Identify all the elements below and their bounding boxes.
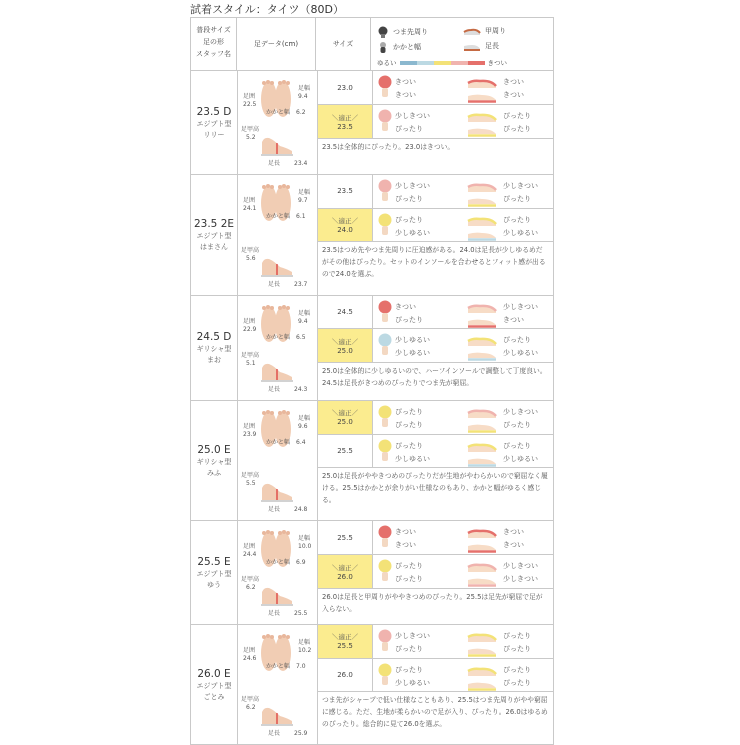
size-value: 23.5: [337, 187, 353, 196]
toe-heel-icons: [377, 525, 393, 549]
legend-toe: つま先周り: [377, 26, 428, 38]
staff-section: [191, 296, 553, 401]
staff-name: ごとみ: [203, 692, 225, 701]
fit-scale-bar: [400, 61, 485, 65]
foot-data: [238, 71, 318, 174]
staff-info: [191, 296, 238, 400]
foot-type: エジプト型: [196, 681, 232, 690]
foot-side-image: [260, 704, 294, 726]
toe-fit-icon: [377, 333, 393, 357]
fit-tag: ＼適正／: [332, 563, 358, 572]
heel-fit: 少しゆるい: [395, 678, 430, 687]
fit-row: [318, 625, 553, 659]
toe-fit: ぴったり: [395, 562, 423, 570]
toe-fit-icon: [377, 213, 393, 237]
fit-row: [318, 435, 553, 469]
toe-fit: きつい: [395, 528, 416, 536]
foot-measure-label: 足甲高: [241, 472, 260, 479]
foot-measure-label: 22.5: [243, 101, 257, 108]
fit-row: [318, 521, 553, 555]
toe-fit: 少しきつい: [395, 112, 430, 120]
foot-measure-label: 足幅: [298, 189, 311, 196]
foot-measure-label: 足甲高: [241, 576, 260, 583]
fit-row: [318, 329, 553, 362]
staff-info: [191, 521, 238, 624]
foot-measure-label: かかと幅: [266, 334, 291, 341]
length-fit-icon: [467, 91, 497, 103]
foot-measure-label: 足長: [268, 386, 281, 393]
fit-row: [318, 105, 553, 139]
size-cell: [318, 296, 373, 328]
toe-heel-icons: [377, 109, 393, 133]
staff-info: [191, 71, 238, 174]
toe-fit: 少しきつい: [395, 182, 430, 190]
size-cell: [318, 329, 373, 361]
foot-measure-label: 24.3: [294, 386, 308, 393]
instep-fit: きつい: [503, 528, 524, 536]
foot-measure-label: 6.9: [296, 559, 306, 566]
header-person: 普段サイズ 足の形 スタッフ名: [191, 18, 237, 70]
foot-measure-label: 足長: [268, 610, 281, 617]
foot-type: エジプト型: [196, 119, 232, 128]
foot-side-photo: [260, 255, 294, 281]
foot-measure-label: 9.6: [298, 423, 308, 430]
toe-fit-icon: [377, 663, 393, 687]
header-foot-data: 足データ(cm): [237, 18, 316, 70]
size-cell: [318, 659, 373, 692]
size-cell: [318, 625, 373, 658]
heel-fit: ぴったり: [395, 195, 423, 203]
foot-measure-label: かかと幅: [266, 213, 291, 220]
foot-data: [238, 401, 318, 520]
toe-fit: ぴったり: [395, 665, 423, 674]
length-fit: きつい: [503, 91, 524, 99]
foot-measure-label: 6.2: [246, 584, 256, 591]
toe-fit-icon: [377, 179, 393, 203]
foot-measure-label: 足幅: [298, 310, 311, 317]
size-value: 26.0: [337, 671, 353, 680]
fit-detail: [373, 435, 553, 468]
length-fit-icon: [467, 575, 497, 587]
staff-size: 23.5 2E: [193, 218, 235, 230]
toe-heel-icons: [377, 333, 393, 357]
length-icon: [463, 41, 481, 51]
fit-comment: 23.5は全体的にぴったり。23.0はきつい。: [322, 143, 455, 151]
fit-detail: [373, 555, 553, 588]
toe-heel-icons: [377, 75, 393, 99]
foot-top-photo: [258, 77, 294, 123]
heel-fit: ぴったり: [395, 575, 423, 583]
fit-detail: [373, 105, 553, 138]
toe-heel-icons: [377, 439, 393, 463]
length-fit-icon: [467, 349, 497, 361]
fit-row: [318, 71, 553, 105]
staff-name: みふ: [207, 468, 221, 477]
length-fit: ぴったり: [503, 421, 531, 429]
fit-results: [318, 625, 553, 744]
foot-data: [238, 175, 318, 295]
foot-measure-label: 10.0: [298, 543, 312, 550]
size-value: 26.0: [337, 572, 353, 581]
length-fit-icon: [467, 541, 497, 553]
staff-sections: [191, 71, 553, 744]
foot-measure-label: 足幅: [298, 85, 311, 92]
size-cell: [318, 209, 373, 242]
length-fit: 少しゆるい: [503, 454, 538, 463]
foot-measure-label: 足甲高: [241, 247, 260, 254]
fit-detail: [373, 625, 553, 658]
foot-measure-label: 足囲: [243, 318, 256, 325]
staff-size: 26.0 E: [197, 667, 231, 680]
foot-measure-label: 足甲高: [241, 696, 260, 703]
foot-type: エジプト型: [196, 569, 232, 578]
foot-measure-label: かかと幅: [266, 109, 291, 116]
staff-name: ゆう: [207, 580, 221, 589]
fit-detail: [373, 296, 553, 328]
length-fit: 少しゆるい: [503, 349, 538, 358]
fit-row: [318, 209, 553, 243]
foot-measure-label: 6.2: [296, 109, 306, 116]
size-value: 24.5: [337, 308, 353, 317]
toe-fit-icon: [377, 300, 393, 324]
fit-results: [318, 71, 553, 174]
scale-segment: [468, 61, 485, 65]
scale-segment: [451, 61, 468, 65]
toe-fit-icon: [377, 439, 393, 463]
foot-side-image: [260, 360, 294, 382]
toe-fit: ぴったり: [395, 441, 423, 450]
staff-info: [191, 625, 238, 744]
size-value: 24.0: [337, 226, 353, 235]
staff-size: 23.5 D: [196, 105, 232, 118]
legend-instep: 甲周り: [463, 26, 506, 36]
foot-measure-label: 9.4: [298, 93, 308, 100]
fit-tag: ＼適正／: [332, 113, 358, 122]
instep-fit: ぴったり: [503, 632, 531, 640]
toe-heel-icons: [377, 559, 393, 583]
staff-name: リリー: [203, 130, 225, 139]
length-icon-wrap: [467, 346, 497, 365]
size-value: 25.0: [337, 346, 353, 355]
toe-fit-icon: [377, 629, 393, 653]
foot-measure-label: 24.8: [294, 506, 308, 513]
foot-measure-label: 5.2: [246, 134, 256, 141]
header-size: サイズ: [316, 18, 371, 70]
foot-type: ギリシャ型: [196, 345, 232, 353]
foot-top-photo: [258, 527, 294, 573]
length-icon-wrap: [467, 572, 497, 591]
foot-measure-label: かかと幅: [266, 439, 291, 446]
fit-row: [318, 296, 553, 329]
heel-fit: 少しゆるい: [395, 349, 430, 358]
table-header: [191, 18, 553, 71]
heel-fit: きつい: [395, 541, 416, 549]
fit-row: [318, 401, 553, 435]
length-icon-wrap: [467, 676, 497, 695]
size-cell: [318, 175, 373, 208]
length-fit-icon: [467, 679, 497, 691]
length-fit-icon: [467, 229, 497, 241]
toe-heel-icons: [377, 405, 393, 429]
toe-fit-icon: [377, 559, 393, 583]
foot-measure-label: 足囲: [243, 647, 256, 654]
foot-top-photo: [258, 302, 294, 348]
staff-size: 25.5 E: [197, 555, 231, 568]
header-legend: [371, 18, 553, 70]
staff-size: 24.5 D: [196, 331, 232, 343]
length-icon-wrap: [467, 452, 497, 471]
foot-measure-label: 5.6: [246, 255, 256, 262]
foot-data: [238, 625, 318, 744]
foot-measure-label: 6.2: [246, 704, 256, 711]
heel-fit: ぴったり: [395, 316, 423, 324]
size-cell: [318, 401, 373, 434]
size-value: 25.5: [337, 447, 353, 456]
toe-heel-icons: [377, 663, 393, 687]
instep-fit: ぴったり: [503, 336, 531, 345]
foot-measure-label: 23.9: [243, 431, 257, 438]
fit-detail: [373, 175, 553, 208]
staff-section: [191, 521, 553, 625]
length-fit: ぴったり: [503, 195, 531, 203]
length-fit: きつい: [503, 316, 524, 324]
foot-side-image: [260, 584, 294, 606]
fit-detail: [373, 329, 553, 361]
foot-measure-label: かかと幅: [266, 559, 291, 566]
heel-fit: きつい: [395, 91, 416, 99]
fit-comment: つま先がシャープで低い仕様なこともあり、25.5はつま先周りがやや窮屈に感じる。ただ、生地が柔らかいので足が入り、ぴったり。26.0はゆるめのぴったり。総合的に見て26.0を選ぶ。: [322, 696, 548, 729]
heel-fit: 少しゆるい: [395, 228, 430, 237]
toe-heel-icons: [377, 629, 393, 653]
length-fit-icon: [467, 645, 497, 657]
foot-measure-label: 6.1: [296, 213, 306, 220]
instep-fit: 少しきつい: [503, 303, 538, 311]
size-value: 25.0: [337, 418, 353, 427]
size-cell: [318, 435, 373, 468]
foot-side-image: [260, 255, 294, 277]
foot-measure-label: 9.4: [298, 318, 308, 325]
foot-measure-label: 10.2: [298, 647, 312, 654]
foot-measure-label: 7.0: [296, 663, 306, 670]
size-cell: [318, 105, 373, 138]
instep-fit: 少しきつい: [503, 182, 538, 190]
toe-fit: 少しゆるい: [395, 336, 430, 345]
fit-tag: ＼適正／: [332, 633, 358, 642]
foot-measure-label: 24.4: [243, 551, 257, 558]
foot-measure-label: 足長: [268, 160, 281, 167]
staff-info: [191, 401, 238, 520]
length-icon-wrap: [467, 226, 497, 245]
size-value: 23.5: [337, 122, 353, 131]
size-value: 25.5: [337, 533, 353, 542]
instep-fit: きつい: [503, 78, 524, 86]
fit-comment: 25.0は足長がややきつめのぴったりだが生地がやわらかいので窮屈なく履ける。25.5はかかとが余りがい仕様なのもあり、かかと幅がゆるく感じる。: [322, 472, 548, 505]
foot-measure-label: 6.5: [296, 334, 306, 341]
staff-section: [191, 175, 553, 296]
foot-side-image: [260, 134, 294, 156]
foot-top-photo: [258, 631, 294, 677]
heel-fit: ぴったり: [395, 125, 423, 133]
foot-measure-label: 24.1: [243, 205, 257, 212]
staff-section: [191, 401, 553, 521]
fit-detail: [373, 521, 553, 554]
scale-segment: [417, 61, 434, 65]
foot-measure-label: 足長: [268, 506, 281, 513]
length-fit: ぴったり: [503, 125, 531, 133]
staff-info: [191, 175, 238, 295]
foot-side-photo: [260, 360, 294, 386]
size-cell: [318, 555, 373, 588]
foot-data: [238, 521, 318, 624]
instep-fit: ぴったり: [503, 665, 531, 674]
heel-fit: ぴったり: [395, 421, 423, 429]
toe-icon: [377, 26, 389, 38]
heel-icon: [377, 41, 389, 53]
foot-measure-label: 足囲: [243, 423, 256, 430]
scale-segment: [434, 61, 451, 65]
instep-fit: 少しきつい: [503, 408, 538, 416]
foot-side-photo: [260, 704, 294, 730]
heel-fit: 少しゆるい: [395, 454, 430, 463]
staff-section: [191, 71, 553, 175]
foot-measure-label: 22.9: [243, 326, 257, 333]
foot-type: ギリシャ型: [196, 457, 232, 466]
foot-measure-label: 5.1: [246, 360, 256, 367]
fit-results: [318, 521, 553, 624]
foot-measure-label: 足長: [268, 730, 281, 737]
toe-fit: きつい: [395, 303, 416, 311]
foot-measure-label: 足幅: [298, 535, 311, 542]
fit-comment: 26.0は足長と甲周りがややきつめのぴったり。25.5は足先が窮屈で足が入らない。: [322, 593, 543, 613]
size-cell: [318, 71, 373, 104]
foot-measure-label: 足幅: [298, 639, 311, 646]
foot-measure-label: 5.5: [246, 480, 256, 487]
staff-section: [191, 625, 553, 744]
fit-results: [318, 401, 553, 520]
fit-tag: ＼適正／: [332, 217, 358, 226]
fit-detail: [373, 209, 553, 242]
foot-measure-label: 足囲: [243, 197, 256, 204]
toe-fit: ぴったり: [395, 408, 423, 416]
length-fit-icon: [467, 455, 497, 467]
legend-length: 足長: [463, 41, 499, 51]
fit-comment: 25.0は全体的に少しゆるいので、ハーフインソールで調整して丁度良い。24.5は足長がきつめのぴったりでつま先が窮屈。: [322, 366, 547, 387]
legend-heel: かかと幅: [377, 41, 421, 53]
foot-measure-label: 足長: [268, 281, 281, 288]
foot-side-image: [260, 480, 294, 502]
toe-fit: きつい: [395, 78, 416, 86]
fit-tag: ＼適正／: [332, 337, 358, 346]
toe-fit-icon: [377, 109, 393, 133]
staff-name: はまさん: [200, 243, 228, 251]
foot-measure-label: 25.5: [294, 610, 308, 617]
fit-detail: [373, 659, 553, 692]
toe-heel-icons: [377, 179, 393, 203]
fit-results: [318, 175, 553, 295]
foot-side-photo: [260, 134, 294, 160]
length-icon-wrap: [467, 122, 497, 141]
instep-fit: ぴったり: [503, 215, 531, 224]
instep-fit: 少しきつい: [503, 562, 538, 570]
toe-heel-icons: [377, 300, 393, 324]
fit-row: [318, 555, 553, 589]
fit-tag: ＼適正／: [332, 409, 358, 418]
heel-fit: ぴったり: [395, 645, 423, 653]
size-cell: [318, 521, 373, 554]
fit-detail: [373, 71, 553, 104]
foot-measure-label: 足甲高: [241, 126, 260, 133]
toe-fit: ぴったり: [395, 215, 423, 224]
foot-measure-label: かかと幅: [266, 663, 291, 670]
fit-row: [318, 175, 553, 209]
length-fit: ぴったり: [503, 645, 531, 653]
page-title: 試着スタイル：タイツ（80D）: [190, 3, 345, 16]
foot-measure-label: 24.6: [243, 655, 257, 662]
foot-measure-label: 足幅: [298, 415, 311, 422]
length-fit-icon: [467, 125, 497, 137]
length-fit: ぴったり: [503, 678, 531, 687]
toe-fit: 少しきつい: [395, 632, 430, 640]
staff-name: まお: [207, 356, 221, 364]
foot-type: エジプト型: [196, 232, 232, 240]
foot-data: [238, 296, 318, 400]
foot-measure-label: 足囲: [243, 543, 256, 550]
foot-side-photo: [260, 584, 294, 610]
length-fit-icon: [467, 195, 497, 207]
toe-heel-icons: [377, 213, 393, 237]
foot-measure-label: 25.9: [294, 730, 308, 737]
foot-measure-label: 9.7: [298, 197, 308, 204]
toe-fit-icon: [377, 405, 393, 429]
foot-measure-label: 足甲高: [241, 352, 260, 359]
size-value: 25.5: [337, 642, 353, 651]
foot-measure-label: 6.4: [296, 439, 306, 446]
length-fit-icon: [467, 421, 497, 433]
length-fit-icon: [467, 316, 497, 328]
length-fit: 少しゆるい: [503, 228, 538, 237]
instep-fit: ぴったり: [503, 112, 531, 120]
length-fit: 少しきつい: [503, 575, 538, 583]
staff-size: 25.0 E: [197, 443, 231, 456]
foot-top-photo: [258, 181, 294, 227]
fit-comment: 23.5はつめ先やつま先周りに圧迫感がある。24.0は足長が少しゆるめだがその他はぴったり。セットのインソールを合わせるとフィット感が出るので24.0を選ぶ。: [322, 246, 546, 279]
fit-results: [318, 296, 553, 400]
instep-icon: [463, 26, 481, 36]
instep-fit: ぴったり: [503, 441, 531, 450]
toe-fit-icon: [377, 525, 393, 549]
foot-measure-label: 23.4: [294, 160, 308, 167]
foot-side-photo: [260, 480, 294, 506]
fitting-table: [190, 17, 554, 745]
size-value: 23.0: [337, 83, 353, 92]
fit-row: [318, 659, 553, 693]
length-fit: きつい: [503, 541, 524, 549]
scale-segment: [400, 61, 417, 65]
foot-measure-label: 23.7: [294, 281, 308, 288]
foot-measure-label: 足囲: [243, 93, 256, 100]
fit-detail: [373, 401, 553, 434]
toe-fit-icon: [377, 75, 393, 99]
foot-top-photo: [258, 407, 294, 453]
fit-scale: ゆるい きつい: [377, 59, 507, 67]
